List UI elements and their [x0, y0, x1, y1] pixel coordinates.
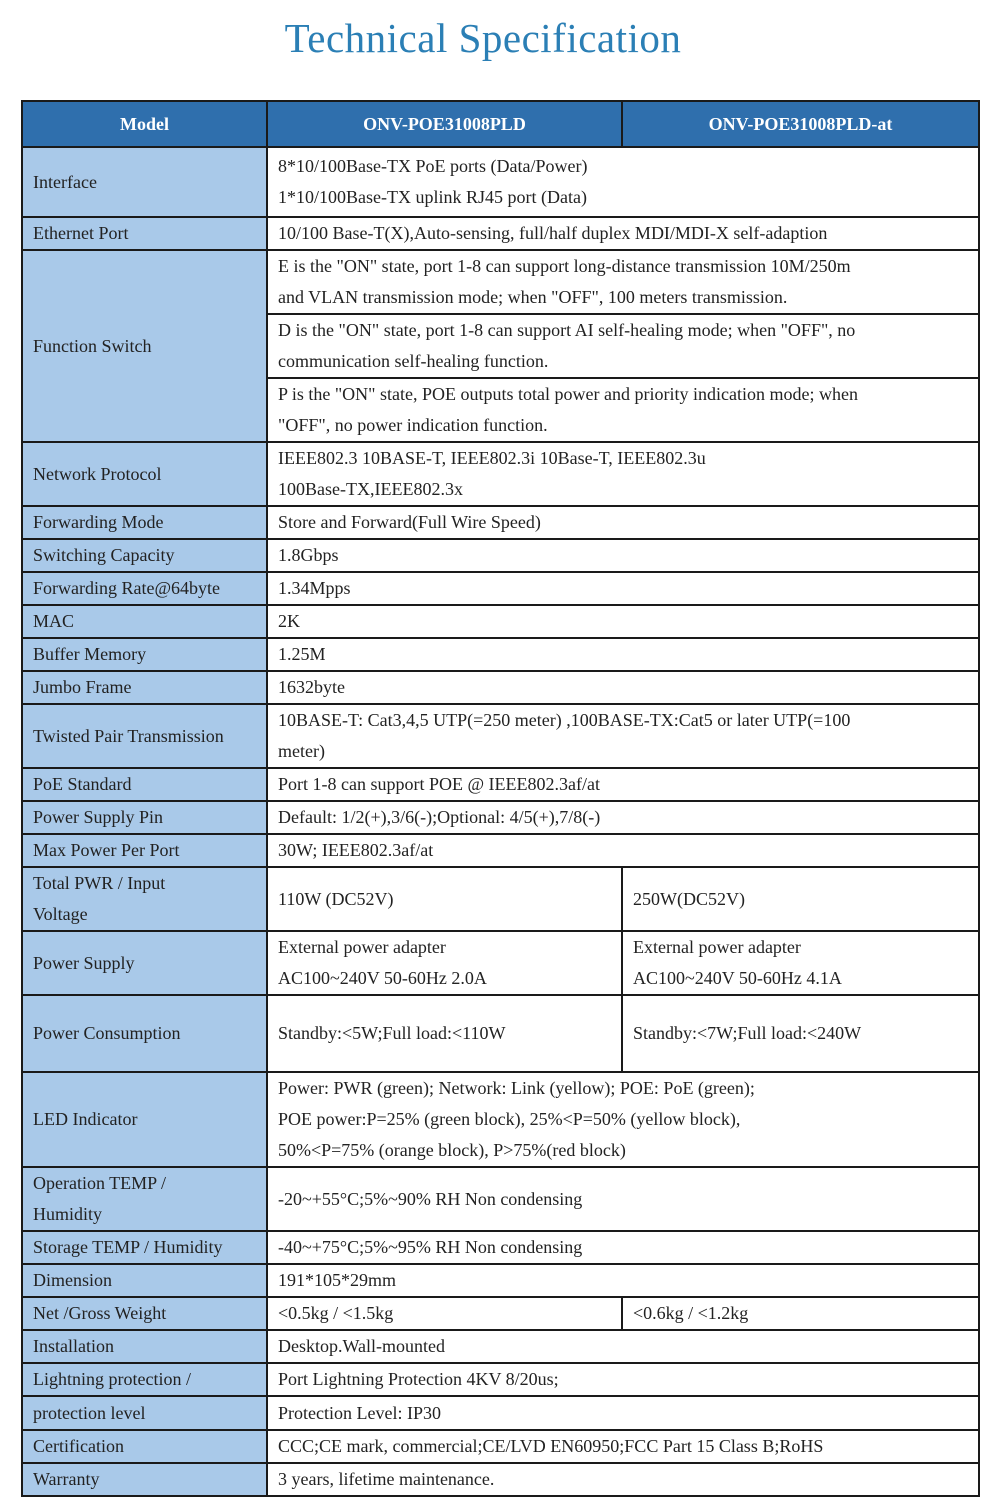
value-function-switch-e — [267, 250, 979, 314]
row-forwarding-mode — [22, 506, 979, 539]
led-line-1: Power: PWR (green); Network: Link (yellow); POE: PoE (green); — [278, 1078, 755, 1098]
value-installation: Desktop.Wall-mounted — [267, 1330, 979, 1363]
label-forwarding-rate: Forwarding Rate@64byte — [22, 572, 267, 605]
label-interface: Interface — [22, 147, 267, 217]
twisted-pair-line-2: meter) — [278, 741, 325, 761]
label-function-switch: Function Switch — [22, 250, 267, 442]
row-warranty — [22, 1463, 979, 1496]
value-twisted-pair — [267, 704, 979, 768]
value-poe-standard: Port 1-8 can support POE @ IEEE802.3af/at — [267, 768, 979, 801]
value-weight-1: <0.5kg / <1.5kg — [267, 1297, 622, 1330]
value-lightning-1: Port Lightning Protection 4KV 8/20us; — [267, 1363, 979, 1396]
value-operation-temp: -20~+55°C;5%~90% RH Non condensing — [267, 1167, 979, 1231]
value-storage-temp: -40~+75°C;5%~95% RH Non condensing — [267, 1231, 979, 1264]
row-power-consumption — [22, 995, 979, 1072]
label-power-supply-pin: Power Supply Pin — [22, 801, 267, 834]
row-jumbo-frame — [22, 671, 979, 704]
value-function-switch-p — [267, 378, 979, 442]
row-ethernet-port — [22, 217, 979, 250]
label-poe-standard: PoE Standard — [22, 768, 267, 801]
label-mac: MAC — [22, 605, 267, 638]
label-installation: Installation — [22, 1330, 267, 1363]
page-title: Technical Specification — [284, 15, 682, 61]
value-mac: 2K — [267, 605, 979, 638]
row-installation — [22, 1330, 979, 1363]
label-power-consumption: Power Consumption — [22, 995, 267, 1072]
power-supply-2-line-1: External power adapter — [633, 937, 801, 957]
row-power-supply-pin — [22, 801, 979, 834]
label-twisted-pair: Twisted Pair Transmission — [22, 704, 267, 768]
value-dimension: 191*105*29mm — [267, 1264, 979, 1297]
row-dimension — [22, 1264, 979, 1297]
function-p-line-1: P is the "ON" state, POE outputs total power and priority indication mode; when — [278, 384, 858, 404]
value-certification: CCC;CE mark, commercial;CE/LVD EN60950;FCC Part 15 Class B;RoHS — [267, 1430, 979, 1463]
row-lightning-2 — [22, 1396, 979, 1430]
label-led-indicator: LED Indicator — [22, 1072, 267, 1167]
network-protocol-line-2: 100Base-TX,IEEE802.3x — [278, 479, 463, 499]
value-forwarding-rate: 1.34Mpps — [267, 572, 979, 605]
value-total-pwr-2: 250W(DC52V) — [622, 867, 979, 931]
interface-line-2: 1*10/100Base-TX uplink RJ45 port (Data) — [278, 187, 587, 207]
value-power-supply-pin: Default: 1/2(+),3/6(-);Optional: 4/5(+),7/8(-) — [267, 801, 979, 834]
led-line-3: 50%<P=75% (orange block), P>75%(red block) — [278, 1140, 626, 1160]
value-forwarding-mode: Store and Forward(Full Wire Speed) — [267, 506, 979, 539]
operation-temp-label-line-1: Operation TEMP / — [33, 1173, 166, 1193]
power-supply-1-line-1: External power adapter — [278, 937, 446, 957]
value-max-power: 30W; IEEE802.3af/at — [267, 834, 979, 867]
value-ethernet-port: 10/100 Base-T(X),Auto-sensing, full/half duplex MDI/MDI-X self-adaption — [267, 217, 979, 250]
value-warranty: 3 years, lifetime maintenance. — [267, 1463, 979, 1496]
led-line-2: POE power:P=25% (green block), 25%<P=50% (yellow block), — [278, 1109, 741, 1129]
function-p-line-2: "OFF", no power indication function. — [278, 415, 548, 435]
value-power-supply-1 — [267, 931, 622, 995]
label-network-protocol: Network Protocol — [22, 442, 267, 506]
label-max-power: Max Power Per Port — [22, 834, 267, 867]
row-forwarding-rate — [22, 572, 979, 605]
total-pwr-label-line-2: Voltage — [33, 904, 88, 924]
function-e-line-1: E is the "ON" state, port 1-8 can support long-distance transmission 10M/250m — [278, 256, 851, 276]
row-mac — [22, 605, 979, 638]
label-buffer-memory: Buffer Memory — [22, 638, 267, 671]
row-weight — [22, 1297, 979, 1330]
row-lightning-1 — [22, 1363, 979, 1396]
function-d-line-2: communication self-healing function. — [278, 351, 549, 371]
function-d-line-1: D is the "ON" state, port 1-8 can support AI self-healing mode; when "OFF", no — [278, 320, 856, 340]
row-storage-temp — [22, 1231, 979, 1264]
value-led-indicator — [267, 1072, 979, 1167]
row-poe-standard — [22, 768, 979, 801]
label-operation-temp — [22, 1167, 267, 1231]
row-led-indicator — [22, 1072, 979, 1167]
function-e-line-2: and VLAN transmission mode; when "OFF", 100 meters transmission. — [278, 287, 788, 307]
label-dimension: Dimension — [22, 1264, 267, 1297]
twisted-pair-line-1: 10BASE-T: Cat3,4,5 UTP(=250 meter) ,100BASE-TX:Cat5 or later UTP(=100 — [278, 710, 851, 730]
label-warranty: Warranty — [22, 1463, 267, 1496]
row-interface — [22, 147, 979, 217]
label-ethernet-port: Ethernet Port — [22, 217, 267, 250]
row-certification — [22, 1430, 979, 1463]
row-max-power — [22, 834, 979, 867]
total-pwr-label-line-1: Total PWR / Input — [33, 873, 166, 893]
header-col2: ONV-POE31008PLD-at — [622, 101, 979, 147]
row-twisted-pair — [22, 704, 979, 768]
label-storage-temp: Storage TEMP / Humidity — [22, 1231, 267, 1264]
value-power-consumption-2: Standby:<7W;Full load:<240W — [622, 995, 979, 1072]
value-function-switch-d — [267, 314, 979, 378]
label-switching-capacity: Switching Capacity — [22, 539, 267, 572]
header-model: Model — [22, 101, 267, 147]
row-operation-temp — [22, 1167, 979, 1231]
label-lightning-2: protection level — [22, 1396, 267, 1430]
row-network-protocol — [22, 442, 979, 506]
value-power-supply-2 — [622, 931, 979, 995]
network-protocol-line-1: IEEE802.3 10BASE-T, IEEE802.3i 10Base-T, IEEE802.3u — [278, 448, 706, 468]
operation-temp-label-line-2: Humidity — [33, 1204, 103, 1224]
label-certification: Certification — [22, 1430, 267, 1463]
value-switching-capacity: 1.8Gbps — [267, 539, 979, 572]
value-buffer-memory: 1.25M — [267, 638, 979, 671]
interface-line-1: 8*10/100Base-TX PoE ports (Data/Power) — [278, 156, 588, 176]
value-jumbo-frame: 1632byte — [267, 671, 979, 704]
label-jumbo-frame: Jumbo Frame — [22, 671, 267, 704]
row-switching-capacity — [22, 539, 979, 572]
row-power-supply — [22, 931, 979, 995]
label-lightning-1: Lightning protection / — [22, 1363, 267, 1396]
spec-table — [21, 100, 980, 1497]
value-lightning-2: Protection Level: IP30 — [267, 1396, 979, 1430]
label-forwarding-mode: Forwarding Mode — [22, 506, 267, 539]
value-power-consumption-1: Standby:<5W;Full load:<110W — [267, 995, 622, 1072]
row-buffer-memory — [22, 638, 979, 671]
value-total-pwr-1: 110W (DC52V) — [267, 867, 622, 931]
label-weight: Net /Gross Weight — [22, 1297, 267, 1330]
power-supply-2-line-2: AC100~240V 50-60Hz 4.1A — [633, 968, 842, 988]
header-row — [22, 101, 979, 147]
value-interface — [267, 147, 979, 217]
power-supply-1-line-2: AC100~240V 50-60Hz 2.0A — [278, 968, 487, 988]
row-total-pwr — [22, 867, 979, 931]
label-power-supply: Power Supply — [22, 931, 267, 995]
value-weight-2: <0.6kg / <1.2kg — [622, 1297, 979, 1330]
label-total-pwr — [22, 867, 267, 931]
header-col1: ONV-POE31008PLD — [267, 101, 622, 147]
value-network-protocol — [267, 442, 979, 506]
row-function-switch-e — [22, 250, 979, 314]
